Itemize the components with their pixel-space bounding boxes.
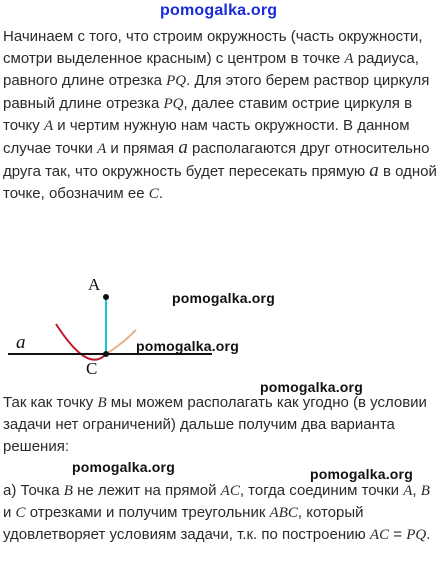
- label-c-point: C: [86, 359, 98, 378]
- point-c: [103, 351, 109, 357]
- paragraph-construction: Начинаем с того, что строим окружность (часть окружности, смотри выделенное красным) с центром в точке A радиуса, равного длине отрезка PQ. Для этого берем раствор циркуля равный длине отрезка PQ, далее ставим острие циркуля в точку A и чертим нужную нам часть окружности. В данном случае точки A и прямая a располагаются друг относительно друга так, что окружность будет пересекать прямую a в одной точке, обозначим ее C.: [3, 28, 437, 203]
- circle-arc-tail: [106, 330, 136, 354]
- paragraph-case-a: а) Точка B не лежит на прямой AC, тогда соединим точки A, B и C отрезками и получим треугольник ABC, который удовлетворяет условиям задачи, т.к. по построению AC = PQ.: [3, 482, 431, 544]
- watermark-diagram-2: pomogalka.org: [136, 338, 239, 354]
- watermark-top: pomogalka.org: [160, 2, 278, 19]
- watermark-diagram: pomogalka.org: [172, 290, 275, 306]
- construction-diagram: [0, 268, 240, 380]
- watermark-mid: pomogalka.org: [260, 379, 363, 395]
- watermark-left: pomogalka.org: [72, 459, 175, 475]
- point-a: [103, 294, 109, 300]
- paragraph-variants: Так как точку B мы можем располагать как угодно (в условии задачи нет ограничений) дальше получим два варианта решения:: [3, 394, 427, 456]
- label-a-point: A: [88, 275, 101, 294]
- label-line-a: a: [16, 332, 26, 353]
- watermark-right: pomogalka.org: [310, 466, 413, 482]
